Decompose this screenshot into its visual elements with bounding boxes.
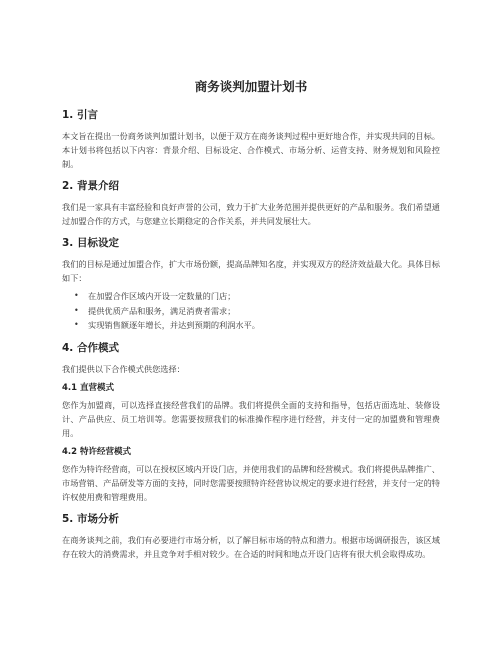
list-item	[74, 318, 440, 333]
section-paragraph: 在商务谈判之前，我们有必要进行市场分析，以了解目标市场的特点和潜力。根据市场调研报告，该区域存在较大的消费需求，并且竞争对手相对较少。在合适的时间和地点开设门店将有很大机会取得成功。	[62, 534, 440, 559]
section-heading: 5. 市场分析	[62, 512, 119, 525]
section-heading: 2. 背景介绍	[62, 180, 119, 192]
subsection-heading: 4.1 直营模式	[62, 382, 115, 393]
section-heading: 1. 引言	[62, 109, 98, 121]
document-title: 商务谈判加盟计划书	[194, 79, 308, 94]
section-paragraph: 我们的目标是通过加盟合作，扩大市场份额，提高品牌知名度，并实现双方的经济效益最大化。具体目标如下：	[62, 259, 440, 283]
section-paragraph: 本文旨在提出一份商务谈判加盟计划书，以便于双方在商务谈判过程中更好地合作，并实现共同的目标。本计划书将包括以下内容：背景介绍、目标设定、合作模式、市场分析、运营支持、财务规划和风险控制。	[62, 131, 440, 169]
list-item	[74, 289, 440, 304]
goal-list	[62, 289, 440, 333]
subsection-heading: 4.2 特许经营模式	[62, 446, 132, 457]
subsection-paragraph: 您作为加盟商，可以选择直接经营我们的品牌。我们将提供全面的支持和指导，包括店面选址、装修设计、产品供应、员工培训等。您需要按照我们的标准操作程序进行经营，并支付一定的加盟费和管理费用。	[62, 399, 440, 438]
list-item-text: 在加盟合作区域内开设一定数量的门店；	[88, 291, 236, 301]
section-heading: 4. 合作模式	[62, 341, 119, 354]
bullet-icon: •	[74, 320, 79, 329]
list-item	[74, 304, 440, 319]
list-item-text: 提供优质产品和服务，满足消费者需求；	[88, 305, 236, 316]
section-background	[62, 179, 440, 228]
bullet-icon: •	[74, 291, 79, 300]
subsection-paragraph: 您作为特许经营商，可以在授权区域内开设门店，并使用我们的品牌和经营模式。我们将提供品牌推广、市场营销、产品研发等方面的支持，同时您需要按照特许经营协议规定的要求进行经营，并支付一定的特许权使用费和管理费用。	[62, 463, 440, 502]
section-paragraph: 我们是一家具有丰富经验和良好声誉的公司，致力于扩大业务范围并提供更好的产品和服务。我们希望通过加盟合作的方式，与您建立长期稳定的合作关系，并共同发展壮大。	[62, 202, 440, 226]
section-goals	[62, 236, 440, 333]
section-introduction	[62, 108, 440, 171]
section-market-analysis	[62, 512, 440, 561]
bullet-icon: •	[74, 305, 79, 315]
list-item-text: 实现销售额逐年增长，并达到预期的利润水平。	[88, 320, 260, 330]
section-cooperation-model	[62, 341, 440, 504]
section-heading: 3. 目标设定	[62, 237, 119, 249]
section-paragraph: 我们提供以下合作模式供您选择：	[62, 363, 185, 374]
